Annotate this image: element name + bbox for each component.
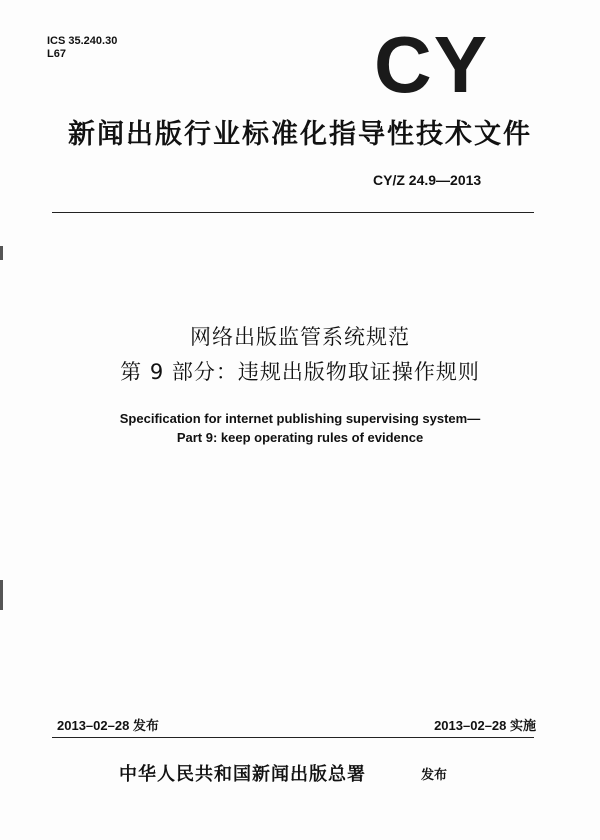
classification-codes <box>47 35 117 61</box>
header-divider <box>52 212 534 213</box>
implementation-date: 2013–02–28 实施 <box>434 718 536 733</box>
title-chinese-line-2: 第 9 部分：违规出版物取证操作规则 <box>120 360 480 384</box>
publisher-suffix: 发布 <box>421 768 448 783</box>
ccs-code: L67 <box>47 48 66 60</box>
publisher-name: 中华人民共和国新闻出版总署 <box>119 764 366 785</box>
title-english-line-1: Specification for internet publishing supervising system— <box>119 411 481 426</box>
footer-divider <box>52 737 534 738</box>
release-date: 2013–02–28 发布 <box>57 718 159 733</box>
ics-code: ICS 35.240.30 <box>47 35 118 47</box>
standard-code: CY/Z 24.9—2013 <box>373 172 482 188</box>
issuer-title: 新闻出版行业标准化指导性技术文件 <box>68 119 532 150</box>
scan-edge-mark <box>0 246 3 260</box>
scan-edge-mark <box>0 580 3 610</box>
cy-logo-text: CY <box>374 24 490 96</box>
title-english-line-2: Part 9: keep operating rules of evidence <box>176 430 424 445</box>
title-chinese-line-1: 网络出版监管系统规范 <box>190 325 410 349</box>
cy-logo <box>372 24 502 96</box>
